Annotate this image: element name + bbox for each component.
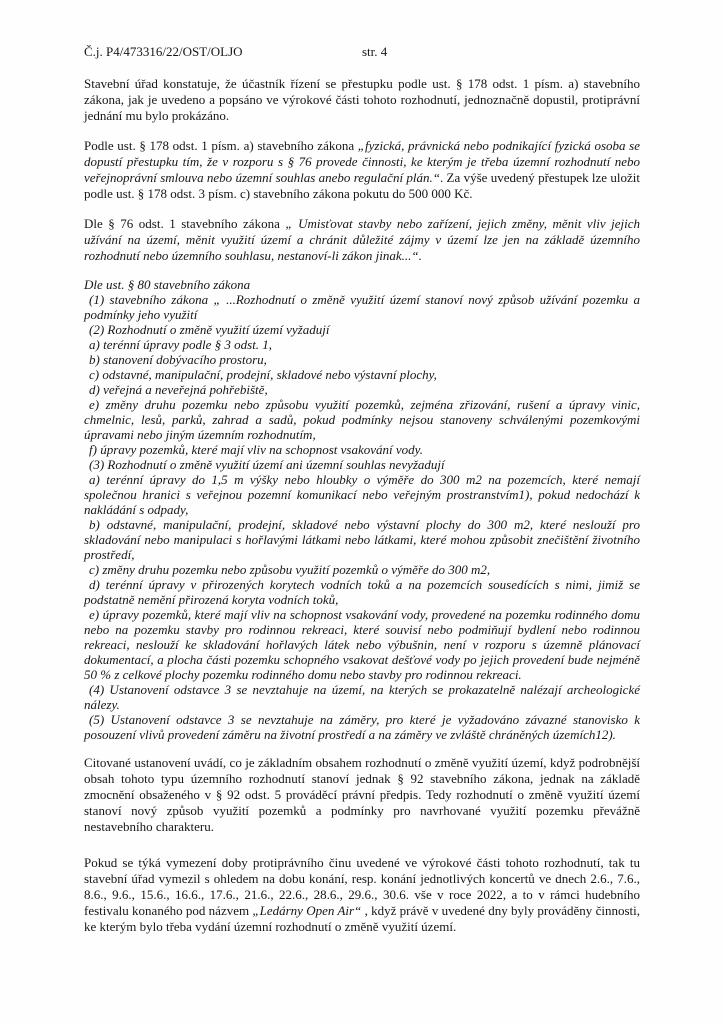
paragraph-section178 bbox=[84, 138, 640, 202]
document-header bbox=[84, 44, 640, 60]
section80-line-3c: c) změny druhu pozemku nebo způsobu využití pozemků o výměře do 300 m2, bbox=[89, 562, 491, 577]
section80-heading: Dle ust. § 80 stavebního zákona bbox=[84, 277, 251, 292]
section80-line-3e: e) úpravy pozemků, které mají vliv na schopnost vsakování vody, provedené na pozemku rodinného domu nebo na pozemku stavby pro rodinnou rekreaci, které souvisí nebo podmiňují bydlení nebo rodinnou rekreaci, neslouží ke skladování hořlavých látek nebo výbušnin, není v rozporu s územně plánovací dokumentací, a plocha části pozemku schopného vsakovat dešťové vody po jejich provedení bude nejméně 50 % z celkové plochy pozemku rodinného domu nebo stavby pro rodinnou rekreaci. bbox=[84, 607, 640, 682]
section178-intro: Podle ust. § 178 odst. 1 písm. a) stavebního zákona bbox=[84, 138, 358, 153]
section80-line-2b: b) stanovení dobývacího prostoru, bbox=[89, 352, 267, 367]
section80-line-1: (1) stavebního zákona „ ...Rozhodnutí o změně využití území stanoví nový způsob užívání pozemku a podmínky jeho využití bbox=[84, 292, 640, 322]
section80-line-3a: a) terénní úpravy do 1,5 m výšky nebo hloubky o výměře do 300 m2 na pozemcích, které nemají společnou hranici s veřejnou pozemní komunikací nebo veřejným prostranstvím1), pokud nedochází k nakládání s odpady, bbox=[84, 472, 640, 517]
paragraph-pokud bbox=[84, 855, 640, 935]
section80-line-3d: d) terénní úpravy v přirozených korytech vodních toků a na pozemcích sousedících s nimi, jimiž se podstatně nemění přirozená koryta vodních toků, bbox=[84, 577, 640, 607]
section80-line-2a: a) terénní úpravy podle § 3 odst. 1, bbox=[89, 337, 273, 352]
section80-line-2e: e) změny druhu pozemku nebo způsobu využití pozemků, zejména zřizování, rušení a úpravy vinic, chmelnic, lesů, parků, zahrad a sadů, pokud podmínky nejsou stanoveny schválenými pozemkovými úpravami nebo jiným územním rozhodnutím, bbox=[84, 397, 640, 442]
section178-close: . Za výše uvedený přestupek lze uložit podle ust. § 178 odst. 3 písm. c) stavebního zákona pokutu do 500 000 Kč. bbox=[84, 170, 640, 201]
section76-quote: „ Umisťovat stavby nebo zařízení, jejich změny, měnit vliv jejich užívání na území, měnit využití území a chránit důležité zájmy v území lze jen na základě územního rozhodnutí nebo územního souhlasu, nestanoví-li zákon jinak...“. bbox=[84, 216, 641, 263]
page-number: str. 4 bbox=[362, 44, 388, 59]
pokud-close: , když právě v uvedené dny byly prováděny činnosti, ke kterým bylo třeba vydání územní rozhodnutí o změně využití území. bbox=[84, 903, 640, 934]
pokud-intro: Pokud se týká vymezení doby protiprávního činu uvedené ve výrokové části tohoto rozhodnutí, tak tu stavební úřad vymezil s ohledem na dobu konání, resp. konání jednotlivých koncertů ve dnech 2.6., 7.6., 8.6., 9.6., 15.6., 16.6., 17.6., 21.6., 22.6., 28.6., 29.6., 30.6. vše v roce 2022, a to v rámci hudebního festivalu konaného pod názvem bbox=[84, 855, 640, 918]
section80-line-2d: d) veřejná a neveřejná pohřebiště, bbox=[89, 382, 268, 397]
case-number: Č.j. P4/473316/22/OST/OLJO bbox=[84, 44, 243, 59]
section80-line-4: (4) Ustanovení odstavce 3 se nevztahuje na území, na kterých se prokazatelně nalézají archeologické nálezy. bbox=[84, 682, 640, 712]
section80-quote-block bbox=[84, 277, 640, 742]
paragraph-finding: Stavební úřad konstatuje, že účastník řízení se přestupku podle ust. § 178 odst. 1 písm. a) stavebního zákona, jak je uvedeno a popsáno ve výrokové části tohoto rozhodnutí, jednoznačně dopustil, protiprávní jednání mu bylo prokázáno. bbox=[84, 76, 640, 123]
section178-quote: „fyzická, právnická nebo podnikající fyzická osoba se dopustí přestupku tím, že v rozporu s § 76 provede činnosti, ke kterým je třeba územní rozhodnutí nebo veřejnoprávní smlouva nebo územní souhlas anebo regulační plán.“ bbox=[84, 138, 641, 185]
festival-name: „Ledárny Open Air“ bbox=[252, 903, 362, 918]
section76-intro: Dle § 76 odst. 1 stavebního zákona bbox=[84, 216, 286, 231]
section80-line-2f: f) úpravy pozemků, které mají vliv na schopnost vsakování vody. bbox=[89, 442, 423, 457]
paragraph-section76 bbox=[84, 216, 640, 264]
section80-line-3: (3) Rozhodnutí o změně využití území ani územní souhlas nevyžadují bbox=[89, 457, 445, 472]
section80-line-5: (5) Ustanovení odstavce 3 se nevztahuje na záměry, pro které je vyžadováno závazné stanovisko k posouzení vlivů provedení záměru na životní prostředí a na záměry ve zvláště chráněných územích12). bbox=[84, 712, 640, 742]
section80-line-3b: b) odstavné, manipulační, prodejní, skladové nebo výstavní plochy do 300 m2, které neslouží pro skladování nebo manipulaci s hořlavými látkami nebo látkami, které mohou způsobit znečištění životního prostředí, bbox=[84, 517, 640, 562]
paragraph-citovane: Citované ustanovení uvádí, co je základním obsahem rozhodnutí o změně využití území, když podrobnější obsah tohoto typu územního rozhodnutí stanoví jednak § 92 stavebního zákona, jednak na základě zmocnění obsaženého v § 92 odst. 5 prováděcí právní předpis. Tedy rozhodnutí o změně využití území stanoví nový způsob využití pozemků a podmínky pro navrhované využití pozemku převážně nestavebního charakteru. bbox=[84, 755, 640, 834]
section80-line-2: (2) Rozhodnutí o změně využití území vyžadují bbox=[89, 322, 330, 337]
section80-line-2c: c) odstavné, manipulační, prodejní, skladové nebo výstavní plochy, bbox=[89, 367, 437, 382]
